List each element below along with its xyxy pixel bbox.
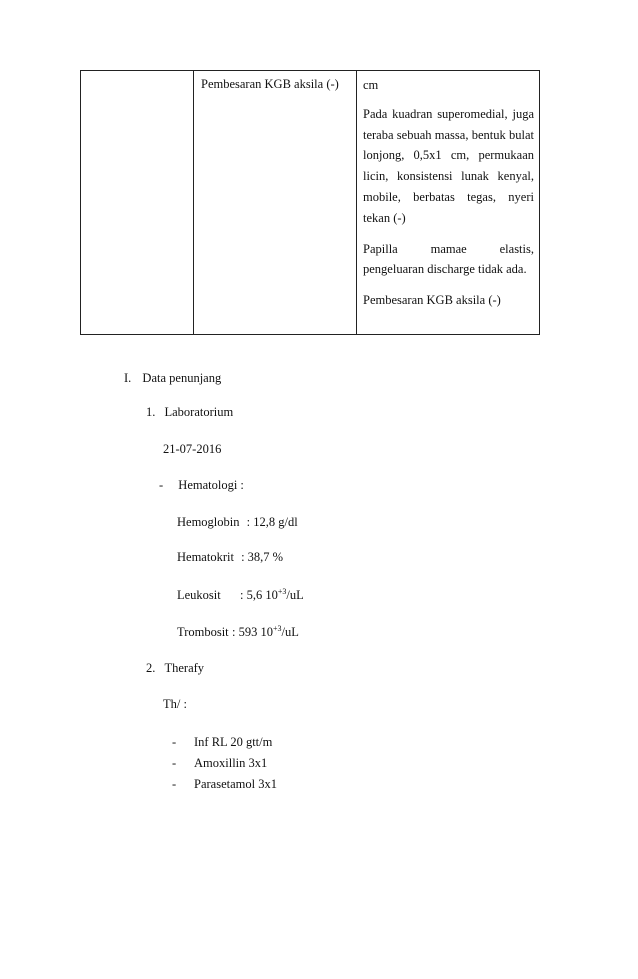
therapy-item <box>172 776 277 792</box>
lab-heading <box>146 404 233 420</box>
lab-row-hematokrit <box>177 549 283 565</box>
lab-row-trombosit <box>177 624 299 640</box>
table-cell-description <box>357 71 540 335</box>
section-numeral: I. <box>124 371 132 385</box>
therapy-text: Amoxillin 3x1 <box>194 756 268 770</box>
therapy-heading <box>146 660 204 676</box>
table-cell-empty <box>81 71 194 335</box>
therapy-text: Inf RL 20 gtt/m <box>194 735 273 749</box>
therapy-title: Therafy <box>164 661 205 675</box>
lab-number: 1. <box>146 405 156 419</box>
therapy-th: Th/ : <box>163 697 187 711</box>
hematology-label: Hematologi : <box>178 478 244 492</box>
lab-label: Trombosit <box>177 625 229 639</box>
lab-value: : 12,8 g/dl <box>246 515 298 529</box>
lab-row-hemoglobin <box>177 514 298 530</box>
therapy-number: 2. <box>146 661 156 675</box>
lab-value: : 38,7 % <box>241 550 284 564</box>
dash: - <box>172 735 177 749</box>
therapy-item <box>172 755 267 771</box>
dash: - <box>172 777 177 791</box>
dash: - <box>172 756 177 770</box>
therapy-item <box>172 734 272 750</box>
lab-title: Laboratorium <box>164 405 234 419</box>
lab-label: Hemoglobin <box>177 515 240 529</box>
exam-table <box>80 70 540 335</box>
description-paragraph: Pada kuadran superomedial, juga teraba sebuah massa, bentuk bulat lonjong, 0,5x1 cm, permukaan licin, konsistensi lunak kenyal, mobile, berbatas tegas, nyeri tekan (-) <box>363 106 534 225</box>
lab-label: Hematokrit <box>177 550 234 564</box>
description-paragraph: Pembesaran KGB aksila (-) <box>363 293 501 308</box>
section-title: Data penunjang <box>142 371 222 385</box>
lab-value: : 5,6 $10^{+3}/uL$ <box>240 587 304 602</box>
lab-row-leukosit <box>177 587 304 603</box>
lab-label: Leukosit <box>177 588 221 602</box>
section-heading <box>124 370 221 386</box>
table-row <box>81 71 540 335</box>
hematology-heading <box>159 477 244 493</box>
description-paragraph: cm <box>363 78 379 92</box>
lab-value: : 593 $10^{+3}/uL$ <box>232 624 299 639</box>
therapy-text: Parasetamol 3x1 <box>194 777 277 791</box>
description-paragraph: Papilla mamae elastis, pengeluaran discharge tidak ada. <box>363 241 534 277</box>
lab-date: 21-07-2016 <box>163 442 222 456</box>
table-cell-finding <box>194 71 357 335</box>
dash: - <box>159 478 164 492</box>
finding-text: Pembesaran KGB aksila (-) <box>201 77 339 91</box>
